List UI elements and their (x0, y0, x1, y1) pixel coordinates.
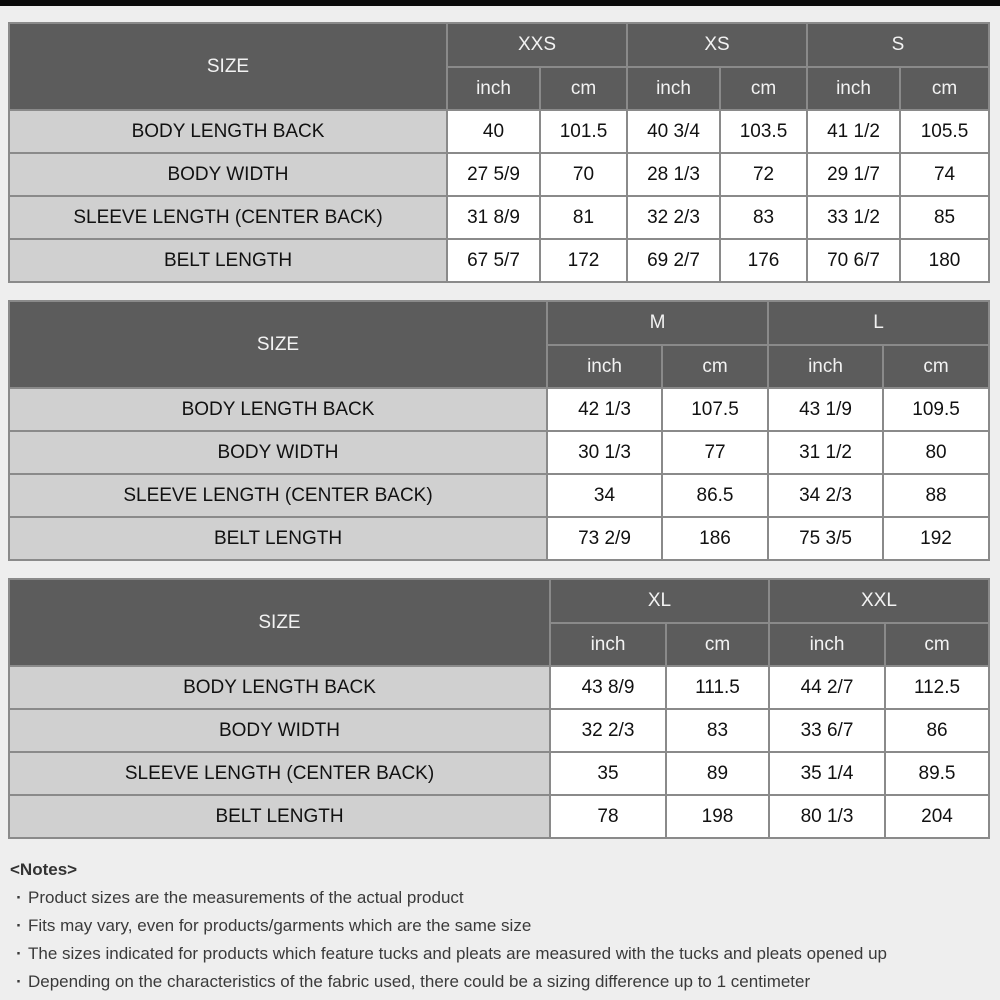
row-label: BELT LENGTH (9, 239, 447, 282)
size-header: SIZE (9, 23, 447, 110)
unit-inch-header: inch (807, 67, 900, 110)
size-name: L (768, 301, 989, 345)
value-cell: 204 (885, 795, 989, 838)
value-cell: 107.5 (662, 388, 768, 431)
note-text: The sizes indicated for products which feature tucks and pleats are measured with the tucks and pleats opened up (28, 944, 887, 963)
value-cell: 67 5/7 (447, 239, 540, 282)
value-cell: 86.5 (662, 474, 768, 517)
value-cell: 32 2/3 (627, 196, 720, 239)
value-cell: 29 1/7 (807, 153, 900, 196)
value-cell: 186 (662, 517, 768, 560)
value-cell: 73 2/9 (547, 517, 662, 560)
value-cell: 86 (885, 709, 989, 752)
unit-inch-header: inch (627, 67, 720, 110)
value-cell: 32 2/3 (550, 709, 666, 752)
size-name: XXS (447, 23, 627, 67)
table-row (9, 709, 989, 752)
value-cell: 103.5 (720, 110, 807, 153)
value-cell: 111.5 (666, 666, 769, 709)
value-cell: 78 (550, 795, 666, 838)
unit-cm-header: cm (900, 67, 989, 110)
unit-inch-header: inch (768, 345, 883, 388)
note-text: Depending on the characteristics of the fabric used, there could be a sizing difference up to 1 centimeter (28, 972, 811, 991)
size-name: XS (627, 23, 807, 67)
value-cell: 80 (883, 431, 989, 474)
note-item (10, 940, 990, 968)
note-item (10, 968, 990, 996)
table-row (9, 795, 989, 838)
unit-inch-header: inch (769, 623, 885, 666)
value-cell: 35 1/4 (769, 752, 885, 795)
value-cell: 75 3/5 (768, 517, 883, 560)
value-cell: 28 1/3 (627, 153, 720, 196)
unit-cm-header: cm (885, 623, 989, 666)
value-cell: 44 2/7 (769, 666, 885, 709)
unit-inch-header: inch (547, 345, 662, 388)
size-name: XL (550, 579, 769, 623)
table-row (9, 388, 989, 431)
value-cell: 176 (720, 239, 807, 282)
value-cell: 83 (666, 709, 769, 752)
size-chart-table-xxs-xs-s (8, 22, 990, 283)
value-cell: 70 (540, 153, 627, 196)
value-cell: 83 (720, 196, 807, 239)
value-cell: 43 1/9 (768, 388, 883, 431)
table-row (9, 517, 989, 560)
value-cell: 42 1/3 (547, 388, 662, 431)
size-chart-table-m-l (8, 300, 990, 561)
unit-inch-header: inch (550, 623, 666, 666)
row-label: BODY WIDTH (9, 709, 550, 752)
value-cell: 34 (547, 474, 662, 517)
size-chart-table-xl-xxl (8, 578, 990, 839)
unit-cm-header: cm (540, 67, 627, 110)
table-row (9, 110, 989, 153)
value-cell: 41 1/2 (807, 110, 900, 153)
value-cell: 77 (662, 431, 768, 474)
value-cell: 33 6/7 (769, 709, 885, 752)
row-label: SLEEVE LENGTH (CENTER BACK) (9, 474, 547, 517)
table-row (9, 474, 989, 517)
value-cell: 81 (540, 196, 627, 239)
unit-cm-header: cm (883, 345, 989, 388)
row-label: BODY LENGTH BACK (9, 666, 550, 709)
table-row (9, 752, 989, 795)
value-cell: 33 1/2 (807, 196, 900, 239)
unit-cm-header: cm (720, 67, 807, 110)
row-label: BODY LENGTH BACK (9, 110, 447, 153)
table-row (9, 431, 989, 474)
value-cell: 180 (900, 239, 989, 282)
value-cell: 89 (666, 752, 769, 795)
note-item (10, 912, 990, 940)
notes-section (10, 856, 990, 996)
table-row (9, 153, 989, 196)
value-cell: 35 (550, 752, 666, 795)
notes-title: <Notes> (10, 860, 78, 879)
size-header: SIZE (9, 301, 547, 388)
value-cell: 105.5 (900, 110, 989, 153)
value-cell: 198 (666, 795, 769, 838)
value-cell: 27 5/9 (447, 153, 540, 196)
value-cell: 192 (883, 517, 989, 560)
value-cell: 172 (540, 239, 627, 282)
row-label: BODY WIDTH (9, 431, 547, 474)
top-border-bar (0, 0, 1000, 6)
value-cell: 101.5 (540, 110, 627, 153)
value-cell: 74 (900, 153, 989, 196)
row-label: SLEEVE LENGTH (CENTER BACK) (9, 752, 550, 795)
table-row (9, 239, 989, 282)
note-item (10, 884, 990, 912)
row-label: SLEEVE LENGTH (CENTER BACK) (9, 196, 447, 239)
value-cell: 85 (900, 196, 989, 239)
value-cell: 70 6/7 (807, 239, 900, 282)
value-cell: 89.5 (885, 752, 989, 795)
size-name: M (547, 301, 768, 345)
value-cell: 34 2/3 (768, 474, 883, 517)
size-name: S (807, 23, 989, 67)
value-cell: 109.5 (883, 388, 989, 431)
value-cell: 31 8/9 (447, 196, 540, 239)
row-label: BELT LENGTH (9, 795, 550, 838)
unit-cm-header: cm (666, 623, 769, 666)
value-cell: 69 2/7 (627, 239, 720, 282)
note-text: Product sizes are the measurements of the actual product (28, 888, 464, 907)
unit-cm-header: cm (662, 345, 768, 388)
row-label: BODY LENGTH BACK (9, 388, 547, 431)
size-header: SIZE (9, 579, 550, 666)
unit-inch-header: inch (447, 67, 540, 110)
value-cell: 72 (720, 153, 807, 196)
value-cell: 30 1/3 (547, 431, 662, 474)
value-cell: 40 (447, 110, 540, 153)
value-cell: 31 1/2 (768, 431, 883, 474)
value-cell: 43 8/9 (550, 666, 666, 709)
row-label: BODY WIDTH (9, 153, 447, 196)
value-cell: 112.5 (885, 666, 989, 709)
table-row (9, 196, 989, 239)
size-name: XXL (769, 579, 989, 623)
value-cell: 40 3/4 (627, 110, 720, 153)
note-text: Fits may vary, even for products/garments which are the same size (28, 916, 532, 935)
row-label: BELT LENGTH (9, 517, 547, 560)
value-cell: 88 (883, 474, 989, 517)
table-row (9, 666, 989, 709)
value-cell: 80 1/3 (769, 795, 885, 838)
